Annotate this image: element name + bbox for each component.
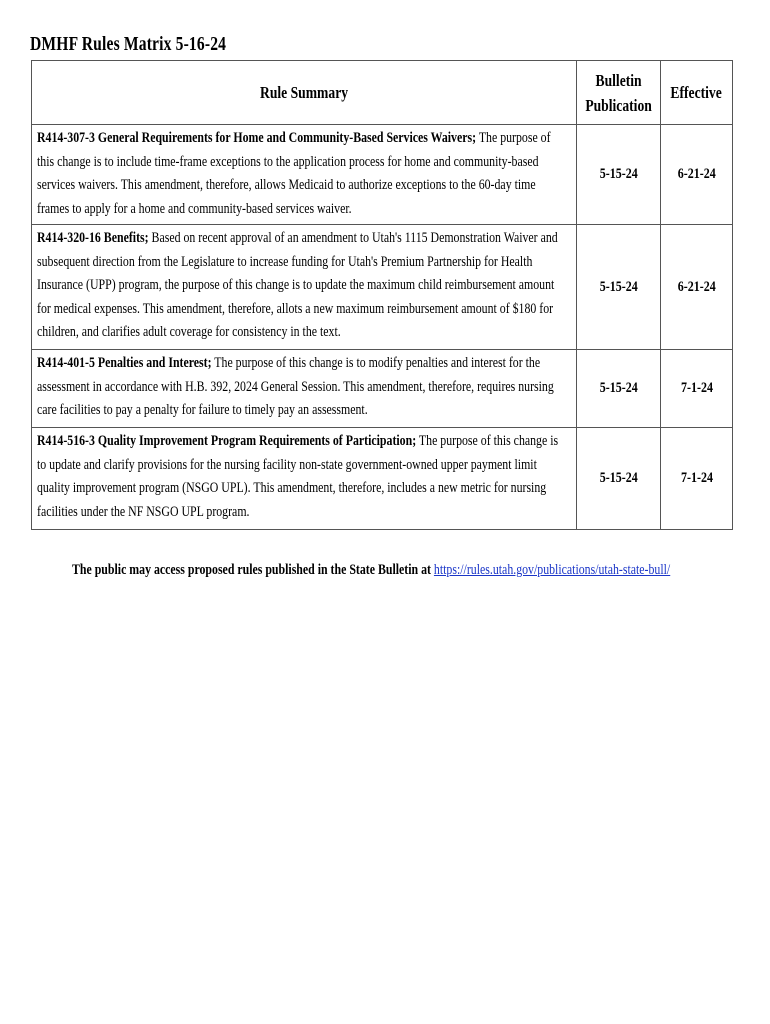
header-effective: Effective: [661, 61, 733, 125]
rule-summary-cell: [32, 125, 577, 225]
rule-description: Based on recent approval of an amendment to Utah's 1115 Demonstration Waiver and subsequent direction from the Legislature to increase funding for Utah's Premium Partnership for Health Insurance (UPP) program, the purpose of this change is to update the maximum child reimbursement amount for medical expenses. This amendment, therefore, allots a new maximum reimbursement amount of $180 for children, and clarifies adult coverage for consistency in the text.: [37, 230, 558, 340]
rules-matrix-table: [31, 60, 733, 530]
header-bulletin-line1: Bulletin: [595, 70, 642, 90]
table-row: [32, 428, 733, 530]
rule-description: The purpose of this change is to include time-frame exceptions to the application process for home and community-based services waivers. This amendment, therefore, allows Medicaid to authorize exceptions to the 60-day time frames to apply for a home and community-based services waiver.: [37, 130, 551, 217]
table-row: [32, 225, 733, 350]
bulletin-date-cell: 5-15-24: [577, 225, 661, 350]
effective-date-cell: 7-1-24: [661, 350, 733, 428]
state-bulletin-link[interactable]: https://rules.utah.gov/publications/utah-state-bull/: [433, 562, 671, 578]
rule-summary-cell: [32, 428, 577, 530]
footer-note-text: The public may access proposed rules published in the State Bulletin at: [72, 562, 431, 578]
bulletin-date-cell: 5-15-24: [577, 428, 661, 530]
rule-title: R414-307-3 General Requirements for Home and Community-Based Services Waivers;: [37, 130, 477, 146]
header-bulletin-line2: Publication: [585, 95, 652, 115]
effective-date-cell: 7-1-24: [661, 428, 733, 530]
rule-summary-cell: [32, 350, 577, 428]
page-title: DMHF Rules Matrix 5-16-24: [30, 33, 227, 55]
footer-note: [72, 562, 670, 579]
rule-summary-cell: [32, 225, 577, 350]
table-row: [32, 125, 733, 225]
effective-date-cell: 6-21-24: [661, 225, 733, 350]
table-row: [32, 350, 733, 428]
rule-title: R414-320-16 Benefits;: [37, 230, 149, 246]
header-rule-summary: Rule Summary: [32, 61, 577, 125]
table-header-row: [32, 61, 733, 125]
bulletin-date-cell: 5-15-24: [577, 125, 661, 225]
rule-description: The purpose of this change is to modify penalties and interest for the assessment in accordance with H.B. 392, 2024 General Session. This amendment, therefore, requires nursing care facilities to pay a penalty for failure to timely pay an assessment.: [37, 355, 554, 418]
bulletin-date-cell: 5-15-24: [577, 350, 661, 428]
effective-date-cell: 6-21-24: [661, 125, 733, 225]
rule-title: R414-401-5 Penalties and Interest;: [37, 355, 212, 371]
rule-description: The purpose of this change is to update and clarify provisions for the nursing facility non-state government-owned upper payment limit quality improvement program (NSGO UPL). This amendment, therefore, includes a new metric for nursing facilities under the NF NSGO UPL program.: [37, 433, 559, 520]
rule-title: R414-516-3 Quality Improvement Program Requirements of Participation;: [37, 433, 417, 449]
header-bulletin-publication: [577, 61, 661, 125]
